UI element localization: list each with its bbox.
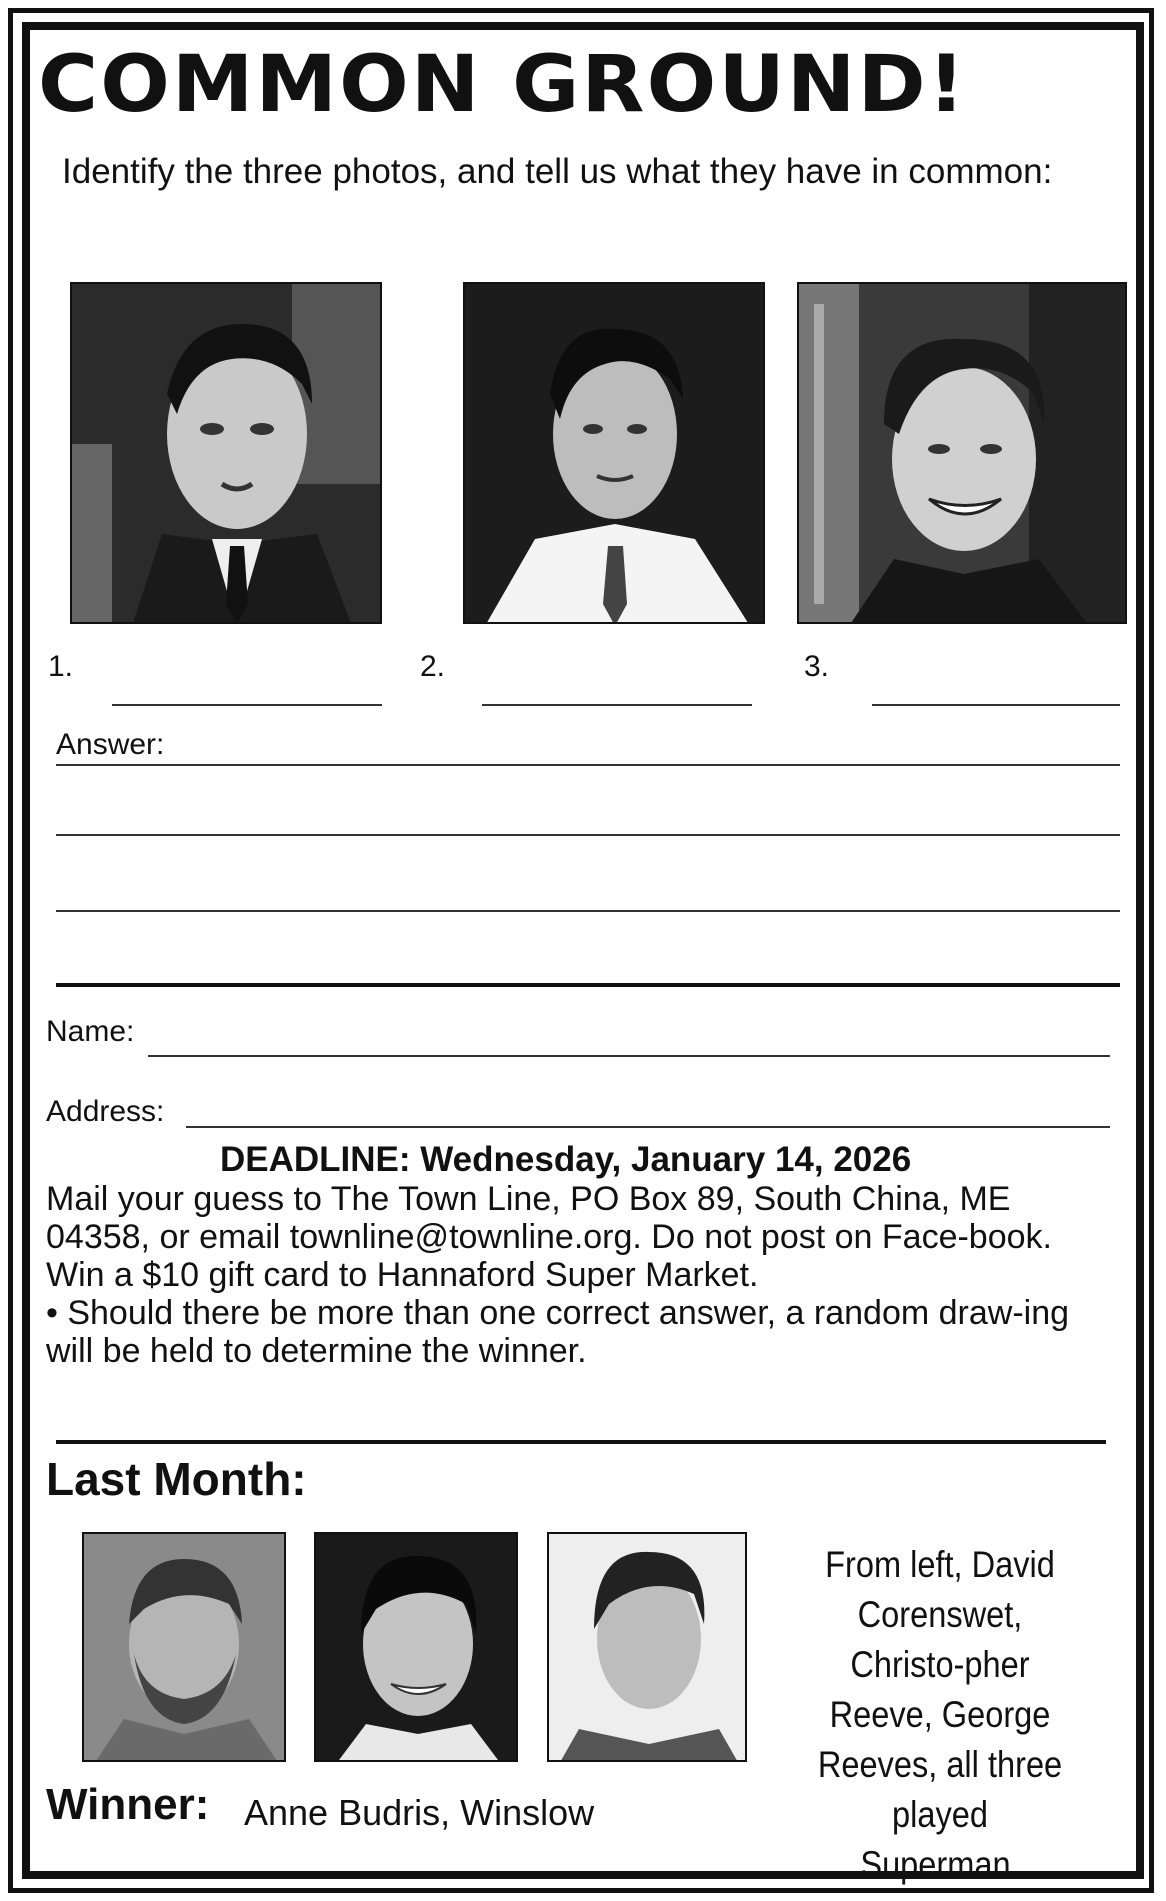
page-title: COMMON GROUND! bbox=[38, 40, 968, 130]
smiling-man-portrait-icon bbox=[316, 1534, 518, 1762]
intro-text: Identify the three photos, and tell us what they have in common: bbox=[62, 152, 1053, 191]
address-field[interactable] bbox=[186, 1126, 1110, 1128]
name-field[interactable] bbox=[148, 1055, 1110, 1057]
section-divider-2 bbox=[56, 1440, 1106, 1444]
last-month-photo-3 bbox=[547, 1532, 747, 1762]
photo-2 bbox=[463, 282, 765, 624]
prize-text: Win a $10 gift card to Hannaford Super Market. bbox=[46, 1256, 759, 1294]
deadline-text: DEADLINE: Wednesday, January 14, 2026 bbox=[220, 1140, 912, 1179]
photo-1-label: 1. bbox=[48, 650, 74, 683]
section-divider-1 bbox=[56, 983, 1120, 987]
man-portrait-3-icon bbox=[799, 284, 1127, 624]
photo-3 bbox=[797, 282, 1127, 624]
man-portrait-2-icon bbox=[465, 284, 765, 624]
address-label: Address: bbox=[46, 1095, 165, 1128]
answer-line-2[interactable] bbox=[56, 834, 1120, 836]
photo-3-label: 3. bbox=[804, 650, 830, 683]
photo-1-answer-line[interactable] bbox=[112, 704, 382, 706]
rule-text: • Should there be more than one correct answer, a random draw-ing will be held to determine the winner. bbox=[46, 1294, 1070, 1370]
winner-label: Winner: bbox=[46, 1780, 210, 1829]
last-month-photo-1 bbox=[82, 1532, 286, 1762]
last-month-heading: Last Month: bbox=[46, 1453, 307, 1505]
bearded-man-portrait-icon bbox=[84, 1534, 286, 1762]
last-month-caption: From left, David Corenswet, Christo-pher Reeve, George Reeves, all three played Superman. bbox=[817, 1544, 1063, 1885]
photo-2-label: 2. bbox=[420, 650, 446, 683]
winner-name: Anne Budris, Winslow bbox=[244, 1792, 595, 1833]
instructions bbox=[46, 1180, 1106, 1370]
answer-line-3[interactable] bbox=[56, 910, 1120, 912]
mail-instructions: Mail your guess to The Town Line, PO Box 89, South China, ME 04358, or email townline@townline.org. Do not post on Face-book. bbox=[46, 1180, 1052, 1256]
photo-3-answer-line[interactable] bbox=[872, 704, 1120, 706]
answer-label: Answer: bbox=[56, 728, 165, 761]
last-month-photo-2 bbox=[314, 1532, 518, 1762]
photo-2-answer-line[interactable] bbox=[482, 704, 752, 706]
superman-portrait-icon bbox=[549, 1534, 747, 1762]
name-label: Name: bbox=[46, 1015, 135, 1048]
man-portrait-1-icon bbox=[72, 284, 382, 624]
photo-1 bbox=[70, 282, 382, 624]
answer-line-1[interactable] bbox=[56, 764, 1120, 766]
